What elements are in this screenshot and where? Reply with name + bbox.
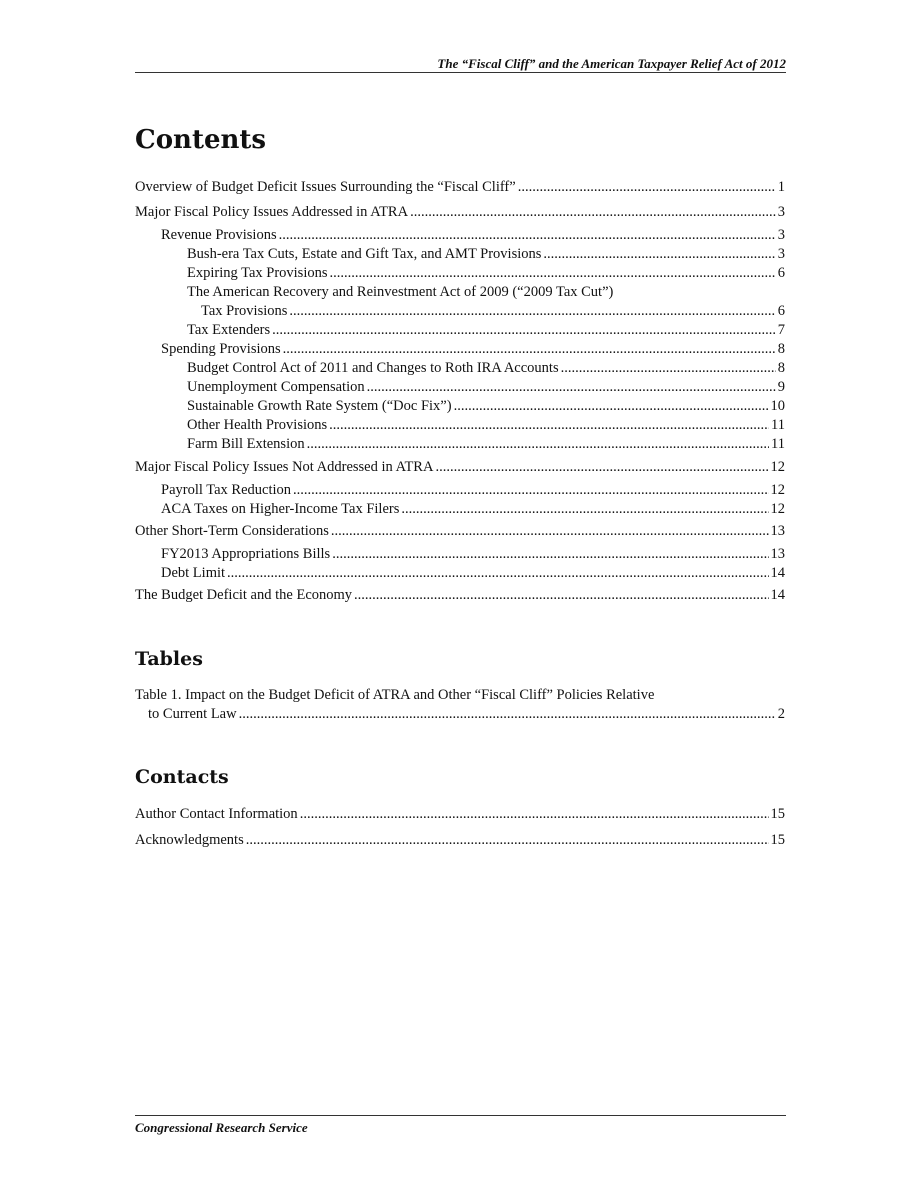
toc-entry-page: 11 [771,417,785,433]
toc-entry-title: FY2013 Appropriations Bills [161,546,331,562]
tables-heading: Tables [135,648,203,670]
toc-entry-major-not-addressed[interactable] [135,458,785,476]
running-header-title: The “Fiscal Cliff” and the American Taxpayer Relief Act of 2012 [437,56,786,71]
toc-entry-title: Other Health Provisions [187,417,328,433]
toc-entry-page: 8 [777,360,785,376]
toc-entry-page: 12 [770,501,785,517]
toc-entry-page: 14 [770,565,785,581]
toc-entry-spending-provisions[interactable] [161,340,785,358]
table-entry-title[interactable]: Table 1. Impact on the Budget Deficit of ATRA and Other “Fiscal Cliff” Policies Relative [135,687,655,703]
table-entry-page: 2 [777,706,785,722]
toc-entry-page: 8 [777,341,785,357]
toc-entry-arra-2009[interactable] [201,302,785,320]
toc-entry-page: 14 [770,587,785,603]
toc-entry-appropriations[interactable] [161,545,785,563]
toc-entry-page: 1 [777,179,785,195]
toc-entry-page: 9 [777,379,785,395]
toc-entry-title: Overview of Budget Deficit Issues Surrounding the “Fiscal Cliff” [135,179,516,195]
toc-entry-unemployment[interactable] [187,378,785,396]
toc-entry-title: Budget Control Act of 2011 and Changes to Roth IRA Accounts [187,360,559,376]
toc-entry-title: ACA Taxes on Higher-Income Tax Filers [161,501,400,517]
toc-entry-farm-bill[interactable] [187,435,785,453]
toc-entry-page: 7 [777,322,785,338]
toc-entry-page: 11 [771,436,785,452]
toc-entry-title: Debt Limit [161,565,226,581]
toc-entry-title: Revenue Provisions [161,227,277,243]
toc-entry-budget-control-act[interactable] [187,359,785,377]
toc-entry-debt-limit[interactable] [161,564,785,582]
toc-entry-title: Major Fiscal Policy Issues Not Addressed in ATRA [135,459,434,475]
toc-entry-payroll-tax[interactable] [161,481,785,499]
contact-entry-page: 15 [770,806,785,822]
toc-entry-page: 6 [777,303,785,319]
toc-entry-sgr-doc-fix[interactable] [187,397,785,415]
toc-entry-tax-extenders[interactable] [187,321,785,339]
toc-entry-page: 6 [777,265,785,281]
toc-entry-short-term[interactable] [135,522,785,540]
contacts-heading: Contacts [135,766,229,788]
footer-rule [135,1115,786,1116]
toc-entry-title: Payroll Tax Reduction [161,482,292,498]
toc-entry-title: Tax Extenders [187,322,271,338]
toc-entry-page: 3 [777,246,785,262]
toc-entry-title: Farm Bill Extension [187,436,305,452]
contact-entry-acknowledgments[interactable] [135,831,785,849]
toc-entry-title: Other Short-Term Considerations [135,523,329,539]
toc-entry-title: Major Fiscal Policy Issues Addressed in ATRA [135,204,409,220]
toc-entry-title: The Budget Deficit and the Economy [135,587,353,603]
toc-entry-overview[interactable] [135,178,785,196]
toc-entry-title: Unemployment Compensation [187,379,365,395]
toc-entry-deficit-economy[interactable] [135,586,785,604]
toc-entry-title: Bush-era Tax Cuts, Estate and Gift Tax, and AMT Provisions [187,246,542,262]
footer-publisher: Congressional Research Service [135,1120,308,1135]
toc-entry-title: Sustainable Growth Rate System (“Doc Fix”) [187,398,452,414]
toc-entry-page: 3 [777,204,785,220]
toc-entry-title: Spending Provisions [161,341,281,357]
toc-entry-title-continued: Tax Provisions [201,303,288,319]
table-entry-title-continued: to Current Law [148,706,237,722]
toc-entry-revenue-provisions[interactable] [161,226,785,244]
toc-entry-page: 3 [777,227,785,243]
toc-entry-expiring-tax[interactable] [187,264,785,282]
toc-entry-page: 13 [770,546,785,562]
toc-entry-page: 12 [770,459,785,475]
table-entry-table-1[interactable] [148,705,785,723]
toc-entry-other-health[interactable] [187,416,785,434]
toc-entry-page: 10 [770,398,785,414]
contact-entry-title: Acknowledgments [135,832,244,848]
toc-entry-page: 13 [770,523,785,539]
toc-entry-page: 12 [770,482,785,498]
toc-entry-major-addressed[interactable] [135,203,785,221]
toc-entry-title: Expiring Tax Provisions [187,265,328,281]
header-rule [135,72,786,73]
toc-entry-bush-era[interactable] [187,245,785,263]
toc-entry-aca-taxes[interactable] [161,500,785,518]
contact-entry-title: Author Contact Information [135,806,298,822]
contents-heading: Contents [135,125,267,155]
toc-entry-title[interactable]: The American Recovery and Reinvestment Act of 2009 (“2009 Tax Cut”) [187,284,614,300]
contact-entry-page: 15 [770,832,785,848]
contact-entry-author[interactable] [135,805,785,823]
